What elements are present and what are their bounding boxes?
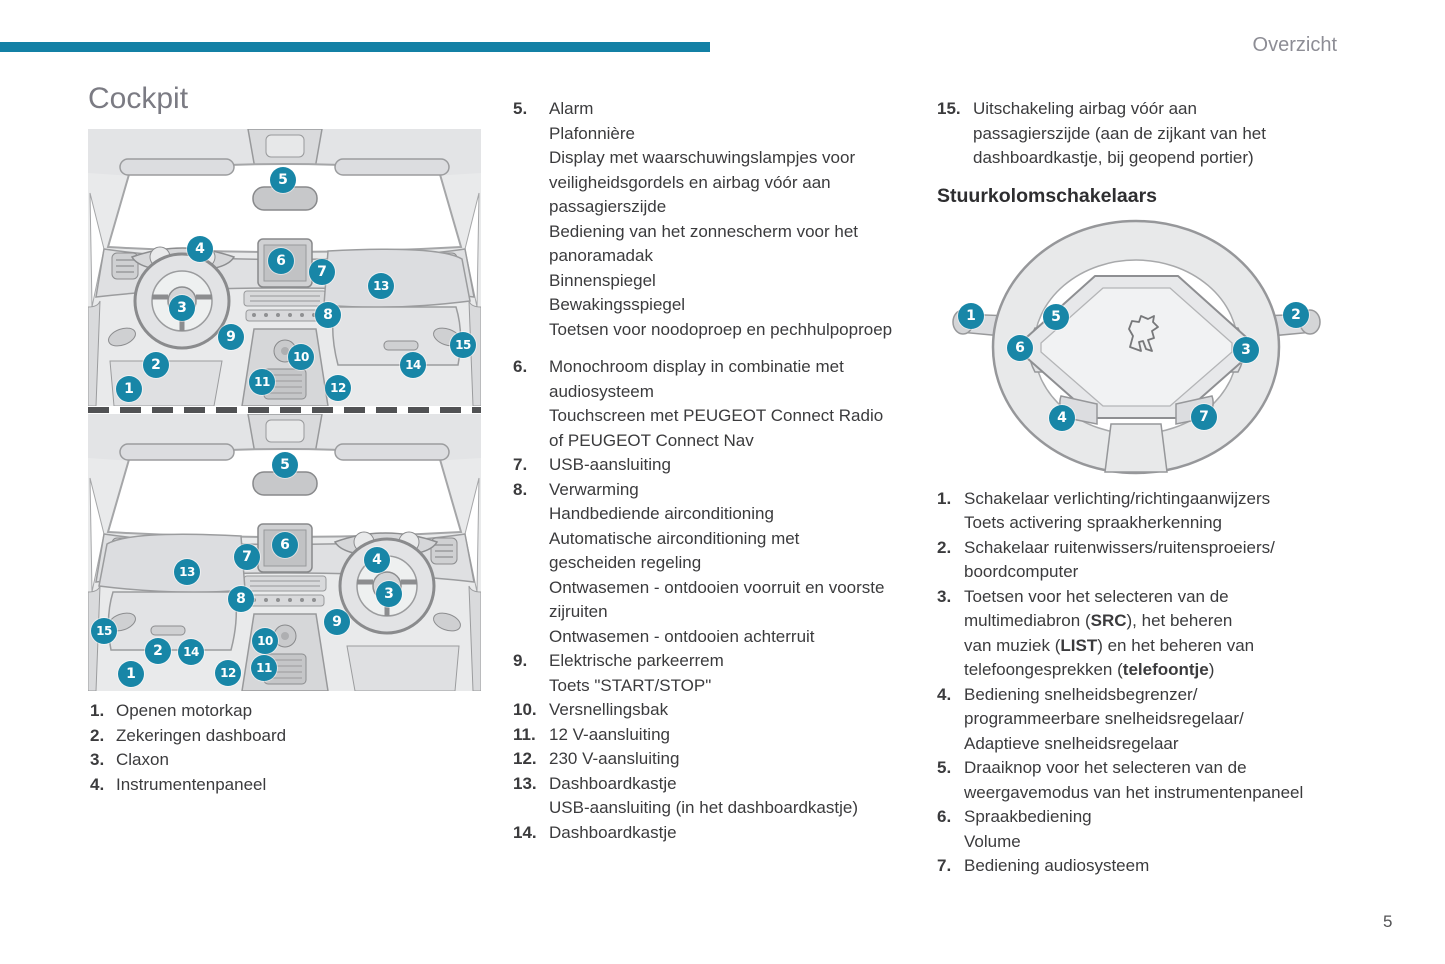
legend-item [513,821,931,846]
legend-item-number: 1. [937,488,952,508]
legend-item-number: 11. [513,724,536,744]
legend-item [90,773,490,798]
legend-item-number: 5. [513,99,528,118]
diagram-callout-7: 7 [234,544,260,570]
legend-item-text: Dashboardkastje [549,822,677,842]
legend-item-number: 15. [937,99,961,118]
legend-item-text: Spraakbediening Volume [964,807,1092,851]
header-accent-bar [0,42,710,52]
diagram-divider [88,406,481,414]
legend-item-text: 230 V-aansluiting [549,749,680,768]
diagram-callout-7: 7 [1191,404,1217,430]
diagram-callout-3: 3 [376,581,402,607]
legend-item-number: 7. [937,856,952,875]
diagram-callout-7: 7 [309,259,335,285]
steering-column-title: Stuurkolomschakelaars [937,184,1158,207]
legend-item-text: Toetsen voor het selecteren van de multimediabron (SRC), het beheren van muziek (LIST) en het beheren van telefoongesprekken (telefoontje) [964,586,1255,679]
diagram-callout-12: 12 [215,660,241,686]
legend-item [937,756,1377,805]
legend-item-text: 12 V-aansluiting [549,724,670,744]
legend-item [513,649,931,698]
diagram-callout-14: 14 [400,352,426,378]
legend-item-number: 7. [513,455,528,474]
diagram-callout-8: 8 [315,302,341,328]
cockpit-legend [90,699,490,797]
right-column [937,97,1377,879]
legend-item [90,748,490,773]
diagram-callout-13: 13 [368,273,394,299]
legend-item-number: 3. [937,586,952,606]
legend-item-number: 14. [513,822,537,842]
diagram-callout-2: 2 [145,638,171,664]
diagram-callout-10: 10 [288,344,314,370]
legend-item-number: 9. [513,651,528,670]
legend-item-text: Elektrische parkeerrem Toets "START/STOP" [549,651,724,695]
legend-item-number: 4. [937,684,952,704]
legend-item [513,97,931,342]
legend-item-text: Dashboardkastje USB-aansluiting (in het dashboardkastje) [549,773,859,817]
diagram-callout-14: 14 [178,639,204,665]
legend-item [513,453,931,478]
legend-item-text: Monochroom display in combinatie met audiosysteem Touchscreen met PEUGEOT Connect Radio of PEUGEOT Connect Nav [549,357,884,450]
diagram-callout-2: 2 [1283,302,1309,328]
diagram-callout-4: 4 [187,236,213,262]
legend-item [937,487,1377,536]
legend-item-text: Schakelaar verlichting/richtingaanwijzers Toets activering spraakherkenning [964,488,1271,532]
legend-item-number: 4. [90,774,105,794]
diagram-callout-15: 15 [450,332,476,358]
legend-item [513,478,931,650]
dashboard-diagram-right-drive [88,414,481,691]
legend-item-number: 2. [937,537,952,557]
legend-item [513,747,931,772]
legend-item [937,805,1377,854]
dashboard-diagram-left-drive [88,129,481,406]
middle-legend [513,97,931,845]
legend-item-number: 3. [90,750,105,769]
steering-wheel-diagram [949,214,1324,480]
diagram-callout-6: 6 [1007,335,1033,361]
diagram-callout-2: 2 [143,352,169,378]
legend-item-text: USB-aansluiting [549,455,671,474]
diagram-callout-1: 1 [958,303,984,329]
section-label: Overzicht [1252,34,1337,56]
legend-item-number: 2. [90,725,105,745]
legend-item-number: 6. [513,357,528,376]
legend-item [513,772,931,821]
diagram-callout-5: 5 [1043,304,1069,330]
legend-item-number: 10. [513,700,537,719]
legend-item [937,585,1377,683]
diagram-callout-4: 4 [364,547,390,573]
legend-item-text: Schakelaar ruitenwissers/ruitensproeiers/ boordcomputer [964,537,1275,581]
page-number: 5 [1383,912,1393,931]
legend-item [90,724,490,749]
diagram-callout-1: 1 [118,661,144,687]
airbag-item-legend [937,97,1377,171]
legend-item-text: Bediening snelheidsbegrenzer/ programmeerbare snelheidsregelaar/ Adaptieve snelheidsregelaar [964,684,1244,753]
diagram-callout-8: 8 [228,586,254,612]
legend-item-text: Uitschakeling airbag vóór aan passagierszijde (aan de zijkant van het dashboardkastje, bij geopend portier) [973,99,1266,167]
diagram-callout-1: 1 [116,376,142,402]
legend-item-text: Alarm Plafonnière Display met waarschuwingslampjes voor veiligheidsgordels en airbag vóór aan passagierszijde Bediening van het zonnescherm voor het panoramadak Binnenspiegel Bewakingsspiegel Toetsen voor noodoproep en pechhulpoproep [549,99,893,339]
cockpit-diagrams [88,129,481,691]
steering-wheel-illustration-icon [949,214,1324,480]
legend-item-text: Verwarming Handbediende airconditioning Automatische airconditioning met gescheiden regeling Ontwasemen - ontdooien voorruit en voorste zijruiten Ontwasemen - ontdooien achterruit [549,479,885,646]
legend-item [937,683,1377,757]
diagram-callout-11: 11 [251,655,277,681]
legend-item-number: 8. [513,479,528,499]
legend-item-number: 6. [937,807,952,826]
legend-item-number: 13. [513,773,537,793]
diagram-callout-3: 3 [169,295,195,321]
diagram-callout-12: 12 [325,375,351,401]
diagram-callout-6: 6 [272,532,298,558]
legend-item-text: Draaiknop voor het selecteren van de weergavemodus van het instrumentenpaneel [964,758,1304,802]
legend-item [937,97,1377,171]
diagram-callout-6: 6 [268,248,294,274]
legend-item-text: Zekeringen dashboard [116,725,287,745]
page-title: Cockpit [88,82,189,115]
steering-legend [937,487,1377,879]
diagram-callout-10: 10 [252,628,278,654]
legend-item-number: 12. [513,749,537,768]
legend-item [937,854,1377,879]
diagram-callout-9: 9 [324,609,350,635]
legend-item-text: Bediening audiosysteem [964,856,1150,875]
legend-item [513,698,931,723]
legend-item-text: Instrumentenpaneel [116,774,267,794]
diagram-callout-11: 11 [249,369,275,395]
legend-item-text: Claxon [116,750,169,769]
legend-item [90,699,490,724]
legend-item-text: Openen motorkap [116,701,253,720]
diagram-callout-15: 15 [91,618,117,644]
diagram-callout-13: 13 [174,559,200,585]
diagram-callout-5: 5 [270,167,296,193]
legend-item [513,723,931,748]
diagram-callout-4: 4 [1049,405,1075,431]
legend-item-number: 1. [90,701,105,720]
legend-item-number: 5. [937,758,952,777]
legend-item [513,355,931,453]
diagram-callout-5: 5 [272,452,298,478]
legend-item [937,536,1377,585]
legend-item-text: Versnellingsbak [549,700,669,719]
diagram-callout-9: 9 [218,324,244,350]
diagram-callout-3: 3 [1233,337,1259,363]
